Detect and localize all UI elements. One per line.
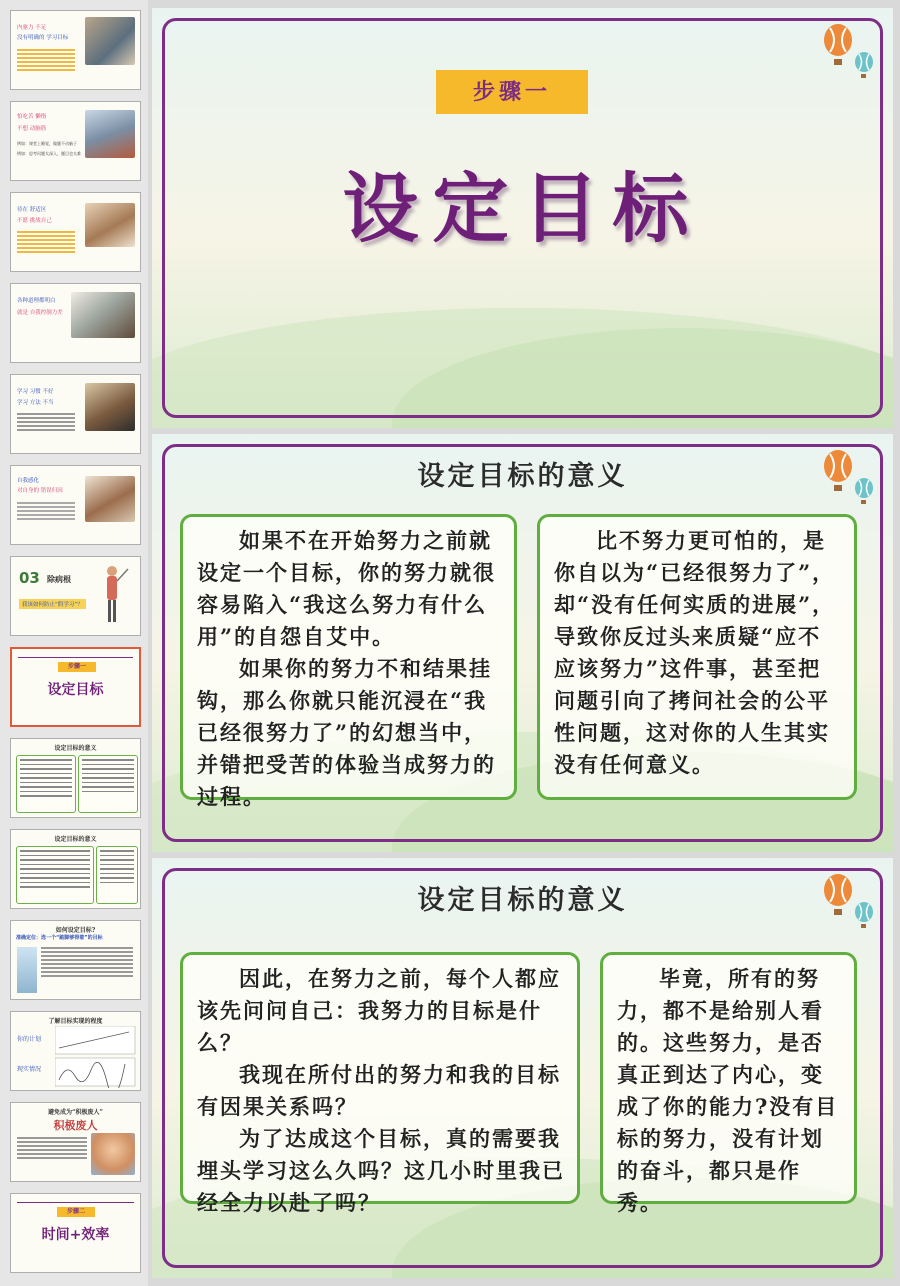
thumb-text: 不想 动脑筋 — [17, 126, 47, 132]
thumbnail-slide-8[interactable] — [10, 647, 141, 727]
thumb-step-badge: 步骤一 — [58, 662, 96, 672]
thumb-photo — [85, 476, 135, 522]
thumb-text-box — [78, 755, 138, 813]
thumb-text: 各种道理都明白 — [17, 298, 56, 304]
slide-thumbnail-panel — [0, 0, 148, 1286]
thumb-text-box — [96, 846, 138, 904]
thumb-text: 就是 自我控制力差 — [17, 310, 63, 316]
thumb-title: 了解目标实现的程度 — [48, 1018, 103, 1025]
thumbnail-slide-11[interactable] — [10, 920, 141, 1000]
slide-title: 设定目标的意义 — [417, 885, 628, 916]
teacher-illustration-icon — [96, 561, 132, 631]
thumb-text: 不愿 挑战自己 — [17, 218, 52, 224]
thumb-text: 例如：思考问题太深入，题目也太难 — [17, 151, 81, 156]
thumb-text: 你的计划 — [17, 1036, 42, 1043]
paragraph: 为了达成这个目标，真的需要我埋头学习这么久吗？这几小时里我已经全力以赴了吗？ — [197, 1126, 565, 1215]
thumb-text-bars — [17, 49, 75, 73]
thumb-text: 学习 习惯 不好 — [17, 389, 54, 395]
thumb-text: 例如：课堂上睡觉，做题不动脑子 — [17, 141, 77, 146]
thumbnail-slide-2[interactable] — [10, 101, 141, 181]
thumb-section-sub: 我该如何防止“假学习”？ — [19, 599, 86, 609]
thumb-section-heading: 除病根 — [47, 574, 71, 584]
thumb-text: 怕吃苦 懒惰 — [17, 114, 47, 120]
thumb-title: 避免成为“积极废人” — [48, 1109, 103, 1116]
slide-step-one — [152, 8, 893, 428]
thumb-photo — [85, 383, 135, 431]
thumbnail-slide-13[interactable] — [10, 1102, 141, 1182]
thumbnail-slide-7[interactable] — [10, 556, 141, 636]
thumbnail-slide-10[interactable] — [10, 829, 141, 909]
slide-goal-meaning-1 — [152, 434, 893, 852]
slide-main-title: 设定目标 — [342, 164, 703, 253]
text-box-right — [537, 514, 857, 800]
paragraph: 比不努力更可怕的，是你自以为“已经很努力了”，却“没有任何实质的进展”，导致你反过头来质疑“应不应该努力”这件事，甚至把问题引向了拷问社会的公平性问题，这对你的人生其实没有任何意义。 — [554, 528, 836, 777]
thumb-text: 自我感化 — [17, 478, 40, 484]
thumbnail-slide-9[interactable] — [10, 738, 141, 818]
thumbnail-slide-6[interactable] — [10, 465, 141, 545]
thumb-title: 设定目标的意义 — [54, 836, 97, 843]
thumb-title: 时间+效率 — [41, 1227, 110, 1243]
thumb-plan-vs-reality-graph — [55, 1026, 137, 1088]
paragraph: 我现在所付出的努力和我的目标有因果关系吗？ — [197, 1062, 561, 1119]
thumb-title: 设定目标的意义 — [54, 745, 97, 752]
thumb-text-box — [16, 755, 76, 813]
thumb-photo — [17, 947, 37, 993]
thumbnail-slide-3[interactable] — [10, 192, 141, 272]
step-badge: 步骤一 — [436, 70, 588, 114]
thumb-text-box — [16, 846, 94, 904]
thumbnail-slide-4[interactable] — [10, 283, 141, 363]
hot-air-balloon-icon — [820, 22, 884, 82]
thumb-text: 待在 舒适区 — [17, 207, 47, 213]
thumb-photo — [85, 203, 135, 247]
thumbnail-slide-1[interactable] — [10, 10, 141, 90]
thumb-text: 对自身的 错误归因 — [17, 488, 63, 494]
text-box-left — [180, 952, 580, 1215]
thumb-title: 如何设定目标? — [55, 927, 96, 934]
thumb-photo — [85, 17, 135, 65]
thumb-text: 没有明确的 学习目标 — [17, 35, 69, 41]
thumbnail-slide-5[interactable] — [10, 374, 141, 454]
thumb-big-title: 积极废人 — [53, 1119, 98, 1132]
paragraph: 毕竟，所有的努力，都不是给别人看的。这些努力，是否真正到达了内心，变成了你的能力?没有目标的努力，没有计划的奋斗，都只是作秀。 — [617, 966, 839, 1215]
thumb-text-bars — [17, 231, 75, 255]
thumb-text-bars — [17, 502, 75, 522]
text-box-right — [600, 952, 857, 1215]
thumb-photo — [91, 1133, 135, 1175]
paragraph: 如果你的努力不和结果挂钩，那么你就只能沉浸在“我已经很努力了”的幻想当中，并错把受苦的体验当成努力的过程。 — [197, 656, 496, 809]
thumbnail-slide-12[interactable] — [10, 1011, 141, 1091]
thumbnail-slide-14[interactable] — [10, 1193, 141, 1273]
thumb-frame-line — [17, 1202, 134, 1203]
thumb-text: 准确定位：选一个“踮脚够得着”的目标 — [16, 935, 103, 941]
thumb-step-badge: 步骤二 — [57, 1207, 95, 1217]
thumb-text-bars — [17, 1137, 87, 1161]
slide-title: 设定目标的意义 — [417, 461, 628, 492]
thumb-text-bars — [41, 947, 133, 979]
thumb-text: 学习 方法 不当 — [17, 400, 54, 406]
thumb-text: 现实情况 — [17, 1066, 42, 1073]
text-box-left — [180, 514, 517, 809]
thumb-photo — [71, 292, 135, 338]
thumb-text: 内驱力 不足 — [17, 25, 47, 31]
thumb-title: 设定目标 — [47, 682, 104, 698]
thumb-text-bars — [17, 413, 75, 433]
thumb-section-number: 03 — [19, 569, 40, 587]
paragraph: 如果不在开始努力之前就设定一个目标，你的努力就很容易陷入“我这么努力有什么用”的自怨自艾中。 — [197, 528, 496, 649]
thumb-frame-line — [18, 657, 133, 658]
thumb-photo — [85, 110, 135, 158]
paragraph: 因此，在努力之前，每个人都应该先问问自己：我努力的目标是什么？ — [197, 966, 561, 1055]
slide-goal-meaning-2 — [152, 858, 893, 1278]
